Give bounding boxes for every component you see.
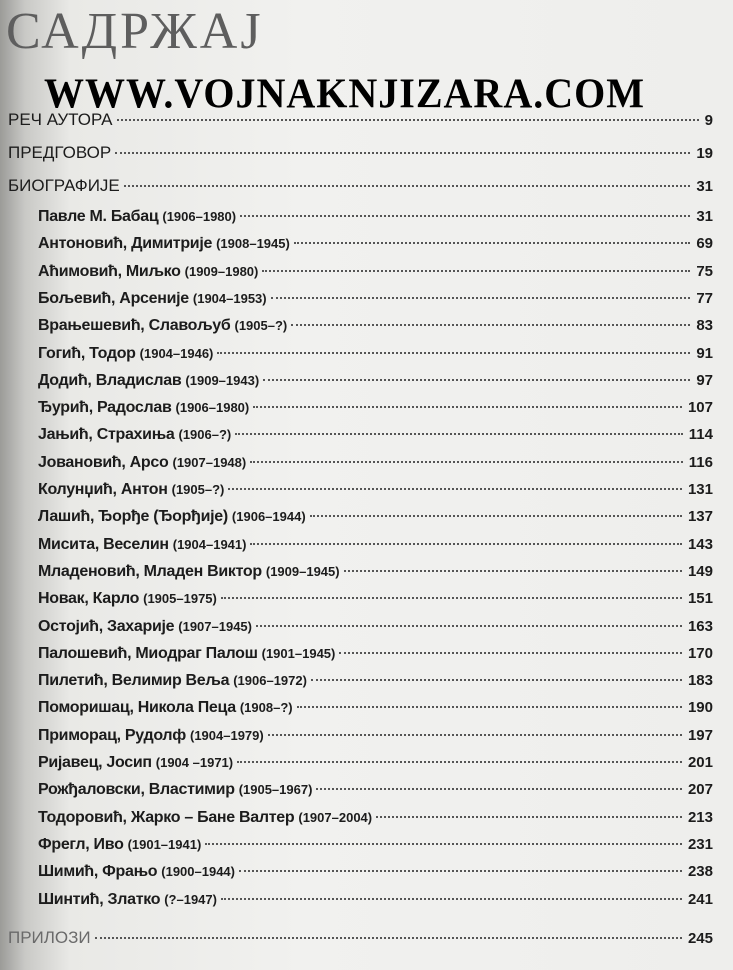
dot-leader: [263, 379, 690, 381]
dot-leader: [205, 843, 682, 845]
entry-name: Лашић, Ђорђе (Ђорђије): [38, 508, 228, 526]
entry-name: Ријавец, Јосип: [38, 754, 152, 771]
entry-years: (1904–1979): [189, 727, 264, 743]
page-number: 241: [687, 890, 713, 908]
dot-leader: [124, 185, 691, 187]
entry-name: БИОГРАФИЈЕ: [8, 176, 120, 195]
toc-biography-entry: [38, 426, 713, 452]
dot-leader: [221, 597, 682, 599]
page-number: 31: [696, 208, 713, 225]
page-number: 190: [687, 699, 713, 717]
entry-years: (1906–?): [178, 427, 232, 443]
dot-leader: [271, 297, 691, 299]
entry-name: РЕЧ АУТОРА: [8, 110, 113, 129]
entry-name: Тодоровић, Жарко – Бане Валтер: [38, 808, 295, 826]
toc-biography-entry: [38, 508, 713, 534]
entry-name: Колунџић, Антон: [38, 481, 168, 498]
dot-leader: [316, 788, 682, 790]
entry-years: (1909–1980): [184, 263, 259, 279]
entry-years: (1905–1967): [238, 782, 313, 798]
entry-name: Остојић, Захарије: [38, 617, 175, 635]
page-number: 207: [687, 781, 713, 799]
page-number: 245: [687, 930, 713, 947]
entry-name: Ђурић, Радослав: [38, 399, 172, 417]
toc-biography-entry: [38, 699, 713, 725]
toc-entry-biographies: [8, 176, 713, 202]
entry-years: (1905–1975): [143, 591, 217, 607]
entry-years: (1908–?): [239, 700, 293, 716]
page-number: 116: [688, 453, 713, 471]
dot-leader: [217, 352, 690, 354]
dot-leader: [221, 898, 682, 900]
entry-name: ПРИЛОЗИ: [8, 928, 91, 947]
page-number: 91: [696, 344, 713, 362]
entry-name: Пилетић, Велимир Веља: [38, 672, 230, 690]
toc-entry-appendix: [8, 928, 713, 954]
page-number: 170: [687, 644, 713, 662]
entry-years: (1901–1941): [127, 836, 202, 852]
toc-biography-entry: [38, 618, 713, 644]
page-number: 19: [696, 145, 713, 162]
page-number: 197: [687, 726, 713, 744]
page-number: 97: [696, 371, 713, 389]
toc-biography-entry: [38, 863, 713, 889]
toc-biography-entry: [38, 891, 713, 917]
entry-years: (1906–1980): [175, 400, 250, 416]
entry-years: (1904–1953): [192, 290, 267, 306]
entry-name: Аћимовић, Миљко: [38, 262, 181, 280]
page-number: 163: [687, 617, 713, 635]
entry-name: Палошевић, Миодраг Палош: [38, 644, 258, 662]
toc-biography-entry: [38, 672, 713, 698]
entry-name: Гогић, Тодор: [38, 344, 136, 362]
entry-years: (1906–1972): [233, 673, 307, 689]
page-number: 9: [704, 112, 713, 129]
page-number: 114: [688, 426, 713, 444]
toc-biography-entry: [38, 317, 713, 343]
dot-leader: [240, 215, 690, 217]
toc-biography-entry: [38, 590, 713, 616]
toc-biography-entry: [38, 345, 713, 371]
entry-name: Приморац, Рудолф: [38, 726, 186, 744]
entry-name: Рожђаловски, Властимир: [38, 781, 235, 799]
toc-biography-entry: [38, 481, 713, 507]
dot-leader: [95, 937, 682, 939]
page-number: 31: [696, 178, 713, 195]
toc-biography-entry: [38, 781, 713, 807]
page-number: 231: [687, 835, 713, 853]
page-number: 238: [687, 863, 713, 881]
entry-years: (1908–1945): [216, 236, 290, 252]
dot-leader: [237, 761, 682, 763]
entry-years: (?–1947): [164, 891, 217, 907]
page-number: 107: [687, 399, 713, 417]
entry-name: Шинтић, Златко: [38, 890, 161, 908]
entry-name: Јањић, Страхиња: [38, 426, 175, 444]
toc-biography-entry: [38, 263, 713, 289]
page-number: 137: [687, 508, 713, 526]
toc-biography-entry: [38, 290, 713, 316]
dot-leader: [262, 270, 690, 272]
toc-biography-entry: [38, 809, 713, 835]
toc-biography-entry: [38, 836, 713, 862]
dot-leader: [294, 242, 690, 244]
dot-leader: [117, 119, 699, 121]
entry-name: Мисита, Веселин: [38, 535, 169, 553]
entry-name: Врањешевић, Славољуб: [38, 317, 231, 335]
toc-biography-entry: [38, 563, 713, 589]
entry-name: Новак, Карло: [38, 590, 140, 608]
dot-leader: [297, 706, 682, 708]
entry-years: (1901–1945): [261, 645, 336, 661]
dot-leader: [311, 679, 682, 681]
toc-biography-entry: [38, 399, 713, 425]
entry-name: Јовановић, Арсо: [38, 453, 169, 471]
entry-years: (1904–1946): [139, 345, 214, 361]
entry-years: (1907–1948): [172, 454, 247, 470]
page-title: САДРЖАЈ: [6, 3, 264, 60]
dot-leader: [291, 324, 690, 326]
toc-entry-foreword: [8, 143, 713, 169]
entry-name: ПРЕДГОВОР: [8, 143, 112, 162]
page-number: 83: [696, 317, 713, 335]
toc-biography-entry: [38, 754, 713, 780]
entry-years: (1900–1944): [161, 864, 235, 880]
toc-biography-entry: [38, 727, 713, 753]
toc-biography-entry: [38, 454, 713, 480]
toc-biography-entry: [38, 645, 713, 671]
page-number: 183: [687, 672, 713, 690]
dot-leader: [115, 152, 690, 154]
entry-name: Додић, Владислав: [38, 371, 182, 389]
page-number: 151: [687, 590, 713, 608]
toc-biography-entry: [38, 208, 713, 234]
entry-years: (1905–?): [171, 482, 225, 497]
page-number: 77: [696, 289, 713, 307]
dot-leader: [268, 734, 682, 736]
dot-leader: [339, 652, 682, 654]
entry-name: Фрегл, Иво: [38, 835, 124, 853]
entry-years: (1904 –1971): [155, 755, 234, 770]
page-number: 143: [687, 535, 713, 553]
entry-years: (1909–1943): [185, 372, 260, 388]
toc-biography-entry: [38, 235, 713, 261]
dot-leader: [250, 543, 682, 545]
dot-leader: [376, 816, 682, 818]
dot-leader: [239, 870, 682, 872]
entry-name: Антоновић, Димитрије: [38, 235, 213, 253]
entry-name: Шимић, Фрањо: [38, 863, 158, 881]
entry-years: (1907–2004): [298, 809, 373, 825]
entry-name: Поморишац, Никола Пеца: [38, 699, 236, 717]
entry-years: (1905–?): [234, 318, 288, 334]
dot-leader: [344, 570, 682, 572]
page-number: 75: [696, 262, 713, 280]
entry-years: (1907–1945): [178, 618, 252, 634]
page-number: 201: [687, 754, 713, 771]
toc-biography-entry: [38, 372, 713, 398]
dot-leader: [256, 625, 682, 627]
entry-name: Бољевић, Арсеније: [38, 289, 189, 307]
entry-years: (1906–1980): [162, 209, 237, 224]
entry-name: Младеновић, Младен Виктор: [38, 562, 262, 580]
entry-years: (1909–1945): [265, 563, 340, 579]
watermark-text: WWW.VOJNAKNJIZARA.COM: [44, 69, 645, 118]
entry-years: (1904–1941): [172, 536, 247, 552]
entry-years: (1906–1944): [231, 509, 306, 525]
page-number: 131: [687, 481, 713, 498]
entry-name: Павле М. Бабац: [38, 208, 159, 225]
dot-leader: [235, 433, 683, 435]
dot-leader: [310, 515, 682, 517]
page-number: 69: [696, 235, 713, 253]
page-number: 213: [687, 808, 713, 826]
dot-leader: [250, 461, 683, 463]
toc-biography-entry: [38, 536, 713, 562]
page-number: 149: [687, 562, 713, 580]
toc-entry-author-word: [8, 110, 713, 136]
dot-leader: [228, 488, 682, 490]
dot-leader: [253, 406, 682, 408]
